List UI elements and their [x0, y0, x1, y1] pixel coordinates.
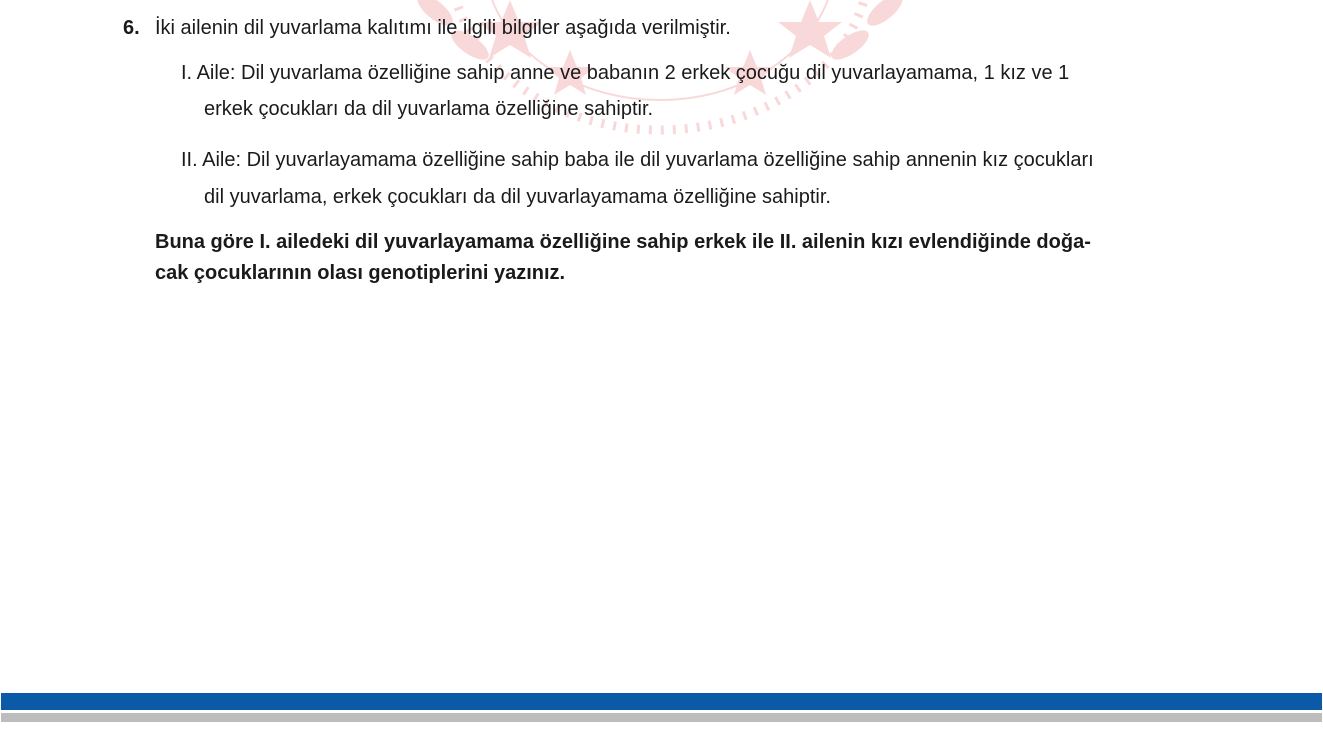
- family-1-line-1: I. Aile: Dil yuvarlama özelliğine sahip anne ve babanın 2 erkek çocuğu dil yuvarlayamama, 1 kız ve 1: [181, 62, 1070, 84]
- question-block: [0, 0, 1323, 300]
- footer-bar: [1, 693, 1322, 710]
- family-2-line-1: II. Aile: Dil yuvarlayamama özelliğine sahip baba ile dil yuvarlama özelliğine sahip annenin kız çocukları: [181, 149, 1094, 171]
- footer-rule: [1, 713, 1322, 722]
- question-prompt-line-2: cak çocuklarının olası genotiplerini yazınız.: [155, 262, 566, 284]
- family-1-line-2: erkek çocukları da dil yuvarlama özelliğine sahiptir.: [204, 98, 654, 120]
- question-number: 6.: [123, 17, 140, 39]
- question-intro: İki ailenin dil yuvarlama kalıtımı ile ilgili bilgiler aşağıda verilmiştir.: [155, 17, 731, 39]
- family-2-line-2: dil yuvarlama, erkek çocukları da dil yuvarlayamama özelliğine sahiptir.: [204, 186, 831, 208]
- question-prompt-line-1: Buna göre I. ailedeki dil yuvarlayamama özelliğine sahip erkek ile II. ailenin kızı evlendiğinde doğa-: [155, 231, 1091, 253]
